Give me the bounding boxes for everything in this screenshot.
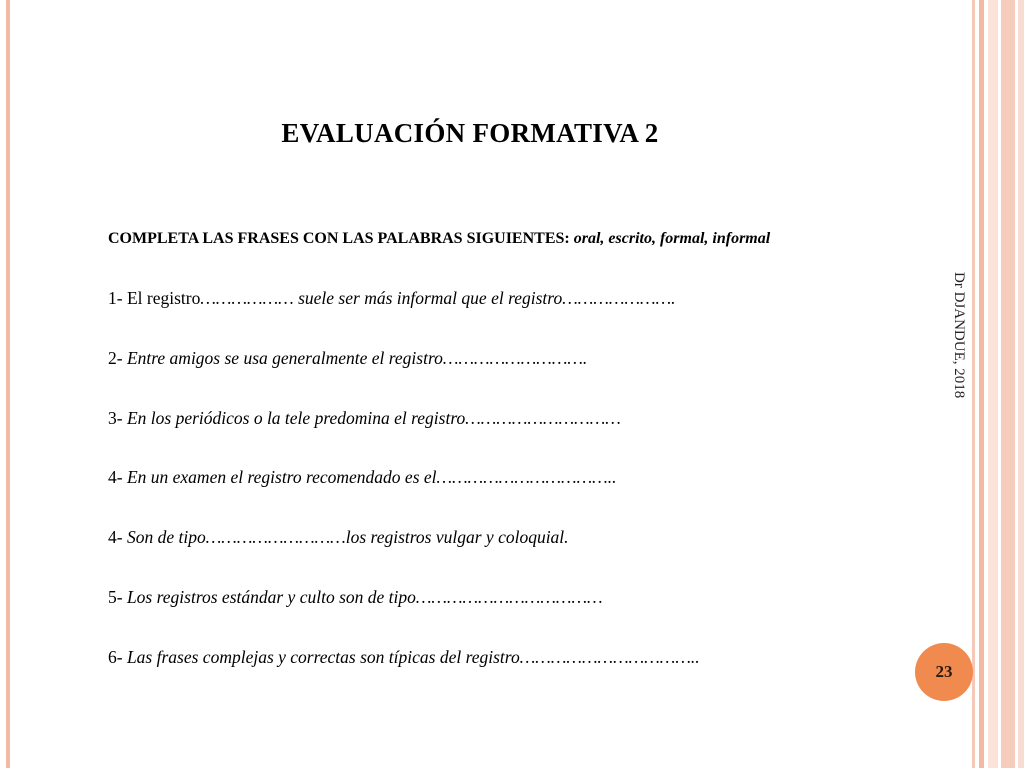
stripe — [979, 0, 984, 768]
sentence-number: 4- — [108, 467, 127, 487]
right-decorative-stripes — [972, 0, 1024, 768]
sentence-text: suele ser más informal que el registro — [293, 288, 563, 308]
blank: …………………. — [562, 288, 676, 308]
sentence-text: Son de tipo — [126, 527, 206, 547]
stripe — [988, 0, 998, 768]
blank: ………………………. — [442, 348, 588, 368]
sentence-6 — [108, 587, 603, 608]
sentence-number: 3- — [108, 408, 127, 428]
sentence-7 — [108, 647, 700, 668]
page-number-badge: 23 — [915, 643, 973, 701]
instruction-line — [108, 230, 770, 248]
sentence-number: 6- — [108, 647, 127, 667]
sentence-text: Las frases complejas y correctas son típicas del registro — [126, 647, 520, 667]
stripe — [972, 0, 975, 768]
stripe — [1018, 0, 1024, 768]
blank: ………………………… — [465, 408, 621, 428]
sentence-1 — [108, 288, 676, 309]
slide-title: EVALUACIÓN FORMATIVA 2 — [281, 118, 659, 148]
blank: ……………… — [200, 288, 294, 308]
sentence-text: En los periódicos o la tele predomina el registro — [126, 408, 466, 428]
sentence-3 — [108, 408, 621, 429]
blank: …………………………….. — [436, 467, 617, 487]
sentence-number: 4- — [108, 527, 127, 547]
sentence-text: los registros vulgar y coloquial. — [345, 527, 569, 547]
author-credit: Dr DJANDUE, 2018 — [951, 272, 967, 399]
blank: ……………………… — [205, 527, 346, 547]
instruction-lead: COMPLETA LAS FRASES CON LAS PALABRAS SIGUIENTES: — [108, 230, 570, 247]
instruction-words: oral, escrito, formal, informal — [573, 230, 771, 247]
sentence-number: 5- — [108, 587, 127, 607]
sentence-5 — [108, 527, 569, 548]
sentence-text: Entre amigos se usa generalmente el registro — [126, 348, 443, 368]
sentence-text: 1- El registro — [108, 288, 201, 308]
sentence-2 — [108, 348, 587, 369]
blank: …………………………….. — [519, 647, 700, 667]
sentence-number: 2- — [108, 348, 127, 368]
sentence-text: En un examen el registro recomendado es el — [126, 467, 437, 487]
left-border-line — [6, 0, 10, 768]
sentence-text: Los registros estándar y culto son de tipo — [126, 587, 416, 607]
stripe — [1001, 0, 1015, 768]
blank: ……………………………… — [415, 587, 603, 607]
sentence-4 — [108, 467, 616, 488]
